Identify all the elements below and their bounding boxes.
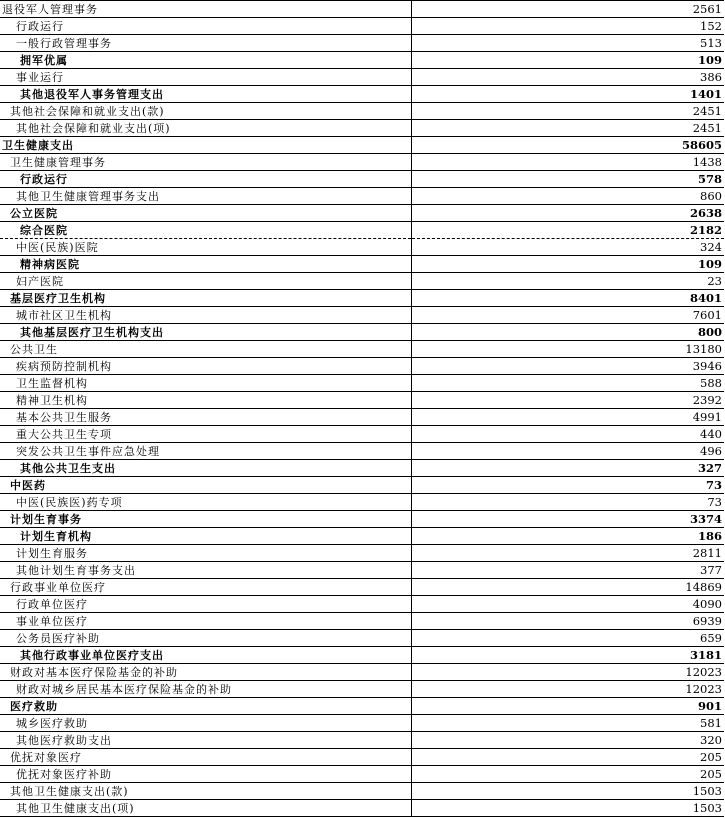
table-row <box>0 120 724 137</box>
table-row <box>0 222 724 239</box>
table-row <box>0 732 724 749</box>
expense-item-name: 基本公共卫生服务 <box>0 409 412 426</box>
table-row <box>0 800 724 817</box>
expense-item-name: 综合医院 <box>0 222 412 239</box>
expense-item-name: 公立医院 <box>0 205 412 222</box>
expense-amount: 2451 <box>412 120 725 137</box>
expense-item-name: 其他退役军人事务管理支出 <box>0 86 412 103</box>
expense-amount: 1503 <box>412 800 725 817</box>
expense-item-name: 城市社区卫生机构 <box>0 307 412 324</box>
table-row <box>0 256 724 273</box>
table-row <box>0 715 724 732</box>
expense-item-name: 精神卫生机构 <box>0 392 412 409</box>
expense-item-name: 财政对基本医疗保险基金的补助 <box>0 664 412 681</box>
table-row <box>0 18 724 35</box>
expense-item-name: 优抚对象医疗 <box>0 749 412 766</box>
table-row <box>0 511 724 528</box>
expense-item-name: 优抚对象医疗补助 <box>0 766 412 783</box>
expense-amount: 13180 <box>412 341 725 358</box>
expense-amount: 320 <box>412 732 725 749</box>
table-row <box>0 52 724 69</box>
expense-amount: 2638 <box>412 205 725 222</box>
expense-item-name: 计划生育服务 <box>0 545 412 562</box>
table-row <box>0 290 724 307</box>
expense-amount: 800 <box>412 324 725 341</box>
table-row <box>0 460 724 477</box>
expense-amount: 4991 <box>412 409 725 426</box>
expense-amount: 73 <box>412 494 725 511</box>
table-row <box>0 766 724 783</box>
expense-amount: 578 <box>412 171 725 188</box>
expense-amount: 2451 <box>412 103 725 120</box>
expense-amount: 12023 <box>412 664 725 681</box>
table-row <box>0 239 724 256</box>
table-row <box>0 545 724 562</box>
expense-amount: 1438 <box>412 154 725 171</box>
table-row <box>0 443 724 460</box>
expense-item-name: 计划生育事务 <box>0 511 412 528</box>
expense-item-name: 精神病医院 <box>0 256 412 273</box>
expense-amount: 513 <box>412 35 725 52</box>
expense-amount: 14869 <box>412 579 725 596</box>
expense-item-name: 一般行政管理事务 <box>0 35 412 52</box>
table-row <box>0 341 724 358</box>
expense-amount: 7601 <box>412 307 725 324</box>
table-row <box>0 35 724 52</box>
expense-amount: 2811 <box>412 545 725 562</box>
expense-item-name: 行政单位医疗 <box>0 596 412 613</box>
expense-amount: 2392 <box>412 392 725 409</box>
expense-item-name: 突发公共卫生事件应急处理 <box>0 443 412 460</box>
expense-amount: 73 <box>412 477 725 494</box>
expense-amount: 386 <box>412 69 725 86</box>
expense-amount: 1503 <box>412 783 725 800</box>
expense-item-name: 医疗救助 <box>0 698 412 715</box>
budget-table-body <box>0 1 724 817</box>
expense-amount: 496 <box>412 443 725 460</box>
table-row <box>0 613 724 630</box>
expense-amount: 324 <box>412 239 725 256</box>
table-row <box>0 783 724 800</box>
table-row <box>0 358 724 375</box>
expense-amount: 4090 <box>412 596 725 613</box>
table-row <box>0 596 724 613</box>
table-row <box>0 103 724 120</box>
expense-amount: 1401 <box>412 86 725 103</box>
expense-item-name: 其他社会保障和就业支出(项) <box>0 120 412 137</box>
expense-amount: 901 <box>412 698 725 715</box>
table-row <box>0 137 724 154</box>
expense-item-name: 城乡医疗救助 <box>0 715 412 732</box>
expense-amount: 377 <box>412 562 725 579</box>
expense-item-name: 重大公共卫生专项 <box>0 426 412 443</box>
expense-item-name: 中医药 <box>0 477 412 494</box>
expense-item-name: 其他医疗救助支出 <box>0 732 412 749</box>
expense-item-name: 公务员医疗补助 <box>0 630 412 647</box>
expense-item-name: 卫生监督机构 <box>0 375 412 392</box>
table-row <box>0 426 724 443</box>
expense-item-name: 其他基层医疗卫生机构支出 <box>0 324 412 341</box>
expense-amount: 2561 <box>412 1 725 18</box>
table-row <box>0 154 724 171</box>
table-row <box>0 409 724 426</box>
expense-item-name: 其他行政事业单位医疗支出 <box>0 647 412 664</box>
expense-item-name: 中医(民族)医院 <box>0 239 412 256</box>
table-row <box>0 494 724 511</box>
expense-amount: 3181 <box>412 647 725 664</box>
table-row <box>0 69 724 86</box>
expense-amount: 186 <box>412 528 725 545</box>
expense-item-name: 其他卫生健康支出(款) <box>0 783 412 800</box>
expense-amount: 205 <box>412 749 725 766</box>
expense-amount: 581 <box>412 715 725 732</box>
expense-item-name: 妇产医院 <box>0 273 412 290</box>
expense-amount: 109 <box>412 256 725 273</box>
expense-item-name: 其他计划生育事务支出 <box>0 562 412 579</box>
table-row <box>0 749 724 766</box>
table-row <box>0 1 724 18</box>
expense-item-name: 行政事业单位医疗 <box>0 579 412 596</box>
expense-amount: 327 <box>412 460 725 477</box>
expense-item-name: 疾病预防控制机构 <box>0 358 412 375</box>
expense-item-name: 事业单位医疗 <box>0 613 412 630</box>
expense-item-name: 其他卫生健康支出(项) <box>0 800 412 817</box>
expense-item-name: 计划生育机构 <box>0 528 412 545</box>
expense-amount: 8401 <box>412 290 725 307</box>
expense-item-name: 行政运行 <box>0 18 412 35</box>
expense-amount: 588 <box>412 375 725 392</box>
expense-amount: 12023 <box>412 681 725 698</box>
expense-amount: 3374 <box>412 511 725 528</box>
table-row <box>0 392 724 409</box>
table-row <box>0 579 724 596</box>
expense-amount: 440 <box>412 426 725 443</box>
expense-item-name: 卫生健康支出 <box>0 137 412 154</box>
expense-amount: 860 <box>412 188 725 205</box>
table-row <box>0 647 724 664</box>
table-row <box>0 375 724 392</box>
table-row <box>0 324 724 341</box>
table-row <box>0 562 724 579</box>
expense-item-name: 其他社会保障和就业支出(款) <box>0 103 412 120</box>
table-row <box>0 477 724 494</box>
expense-item-name: 基层医疗卫生机构 <box>0 290 412 307</box>
table-row <box>0 528 724 545</box>
expense-amount: 152 <box>412 18 725 35</box>
expense-item-name: 卫生健康管理事务 <box>0 154 412 171</box>
expense-amount: 58605 <box>412 137 725 154</box>
table-row <box>0 171 724 188</box>
table-row <box>0 205 724 222</box>
expense-amount: 3946 <box>412 358 725 375</box>
table-row <box>0 681 724 698</box>
expense-amount: 109 <box>412 52 725 69</box>
table-row <box>0 698 724 715</box>
expense-item-name: 事业运行 <box>0 69 412 86</box>
table-row <box>0 188 724 205</box>
expense-item-name: 拥军优属 <box>0 52 412 69</box>
table-row <box>0 273 724 290</box>
table-row <box>0 630 724 647</box>
table-row <box>0 307 724 324</box>
table-row <box>0 86 724 103</box>
expense-item-name: 财政对城乡居民基本医疗保险基金的补助 <box>0 681 412 698</box>
expense-item-name: 其他公共卫生支出 <box>0 460 412 477</box>
expense-item-name: 其他卫生健康管理事务支出 <box>0 188 412 205</box>
expense-amount: 2182 <box>412 222 725 239</box>
expense-amount: 659 <box>412 630 725 647</box>
expense-amount: 6939 <box>412 613 725 630</box>
expense-item-name: 公共卫生 <box>0 341 412 358</box>
expense-amount: 205 <box>412 766 725 783</box>
expense-amount: 23 <box>412 273 725 290</box>
expense-item-name: 行政运行 <box>0 171 412 188</box>
expense-item-name: 中医(民族医)药专项 <box>0 494 412 511</box>
table-row <box>0 664 724 681</box>
expense-item-name: 退役军人管理事务 <box>0 1 412 18</box>
